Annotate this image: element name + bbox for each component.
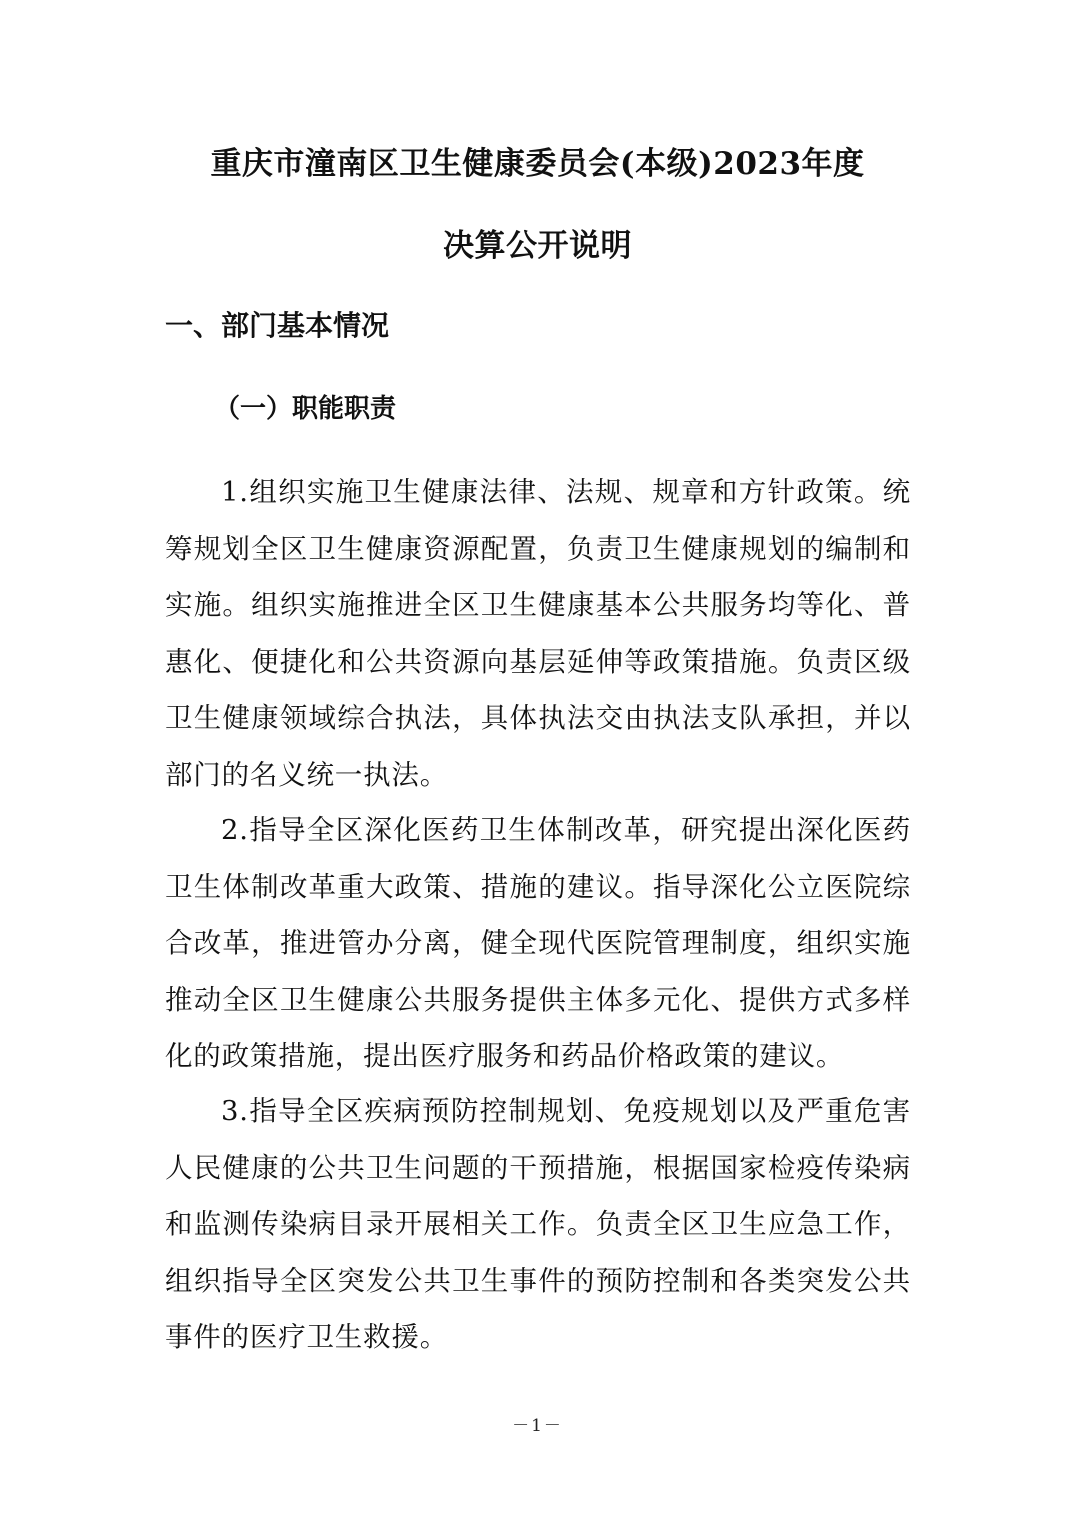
document-title-line-2: 决算公开说明: [443, 228, 632, 264]
document-title-line-1: 重庆市潼南区卫生健康委员会(本级)2023年度: [210, 146, 865, 182]
section-heading-basic-info: 一、部门基本情况: [165, 309, 390, 342]
paragraph-function-2: 2.指导全区深化医药卫生体制改革，研究提出深化医药卫生体制改革重大政策、措施的建议。指导深化公立医院综合改革，推进管办分离，健全现代医院管理制度，组织实施推动全区卫生健康公共服务提供主体多元化、提供方式多样化的政策措施，提出医疗服务和药品价格政策的建议。: [165, 814, 911, 1072]
paragraph-function-3: 3.指导全区疾病预防控制规划、免疫规划以及严重危害人民健康的公共卫生问题的干预措施，根据国家检疫传染病和监测传染病目录开展相关工作。负责全区卫生应急工作，组织指导全区突发公共卫生事件的预防控制和各类突发公共事件的医疗卫生救援。: [165, 1095, 911, 1353]
subsection-heading-functions: （一）职能职责: [214, 394, 397, 424]
page-number: －1－: [512, 1416, 563, 1436]
paragraph-function-1: 1.组织实施卫生健康法律、法规、规章和方针政策。统筹规划全区卫生健康资源配置，负责卫生健康规划的编制和实施。组织实施推进全区卫生健康基本公共服务均等化、普惠化、便捷化和公共资源向基层延伸等政策措施。负责区级卫生健康领域综合执法，具体执法交由执法支队承担，并以部门的名义统一执法。: [165, 476, 911, 791]
